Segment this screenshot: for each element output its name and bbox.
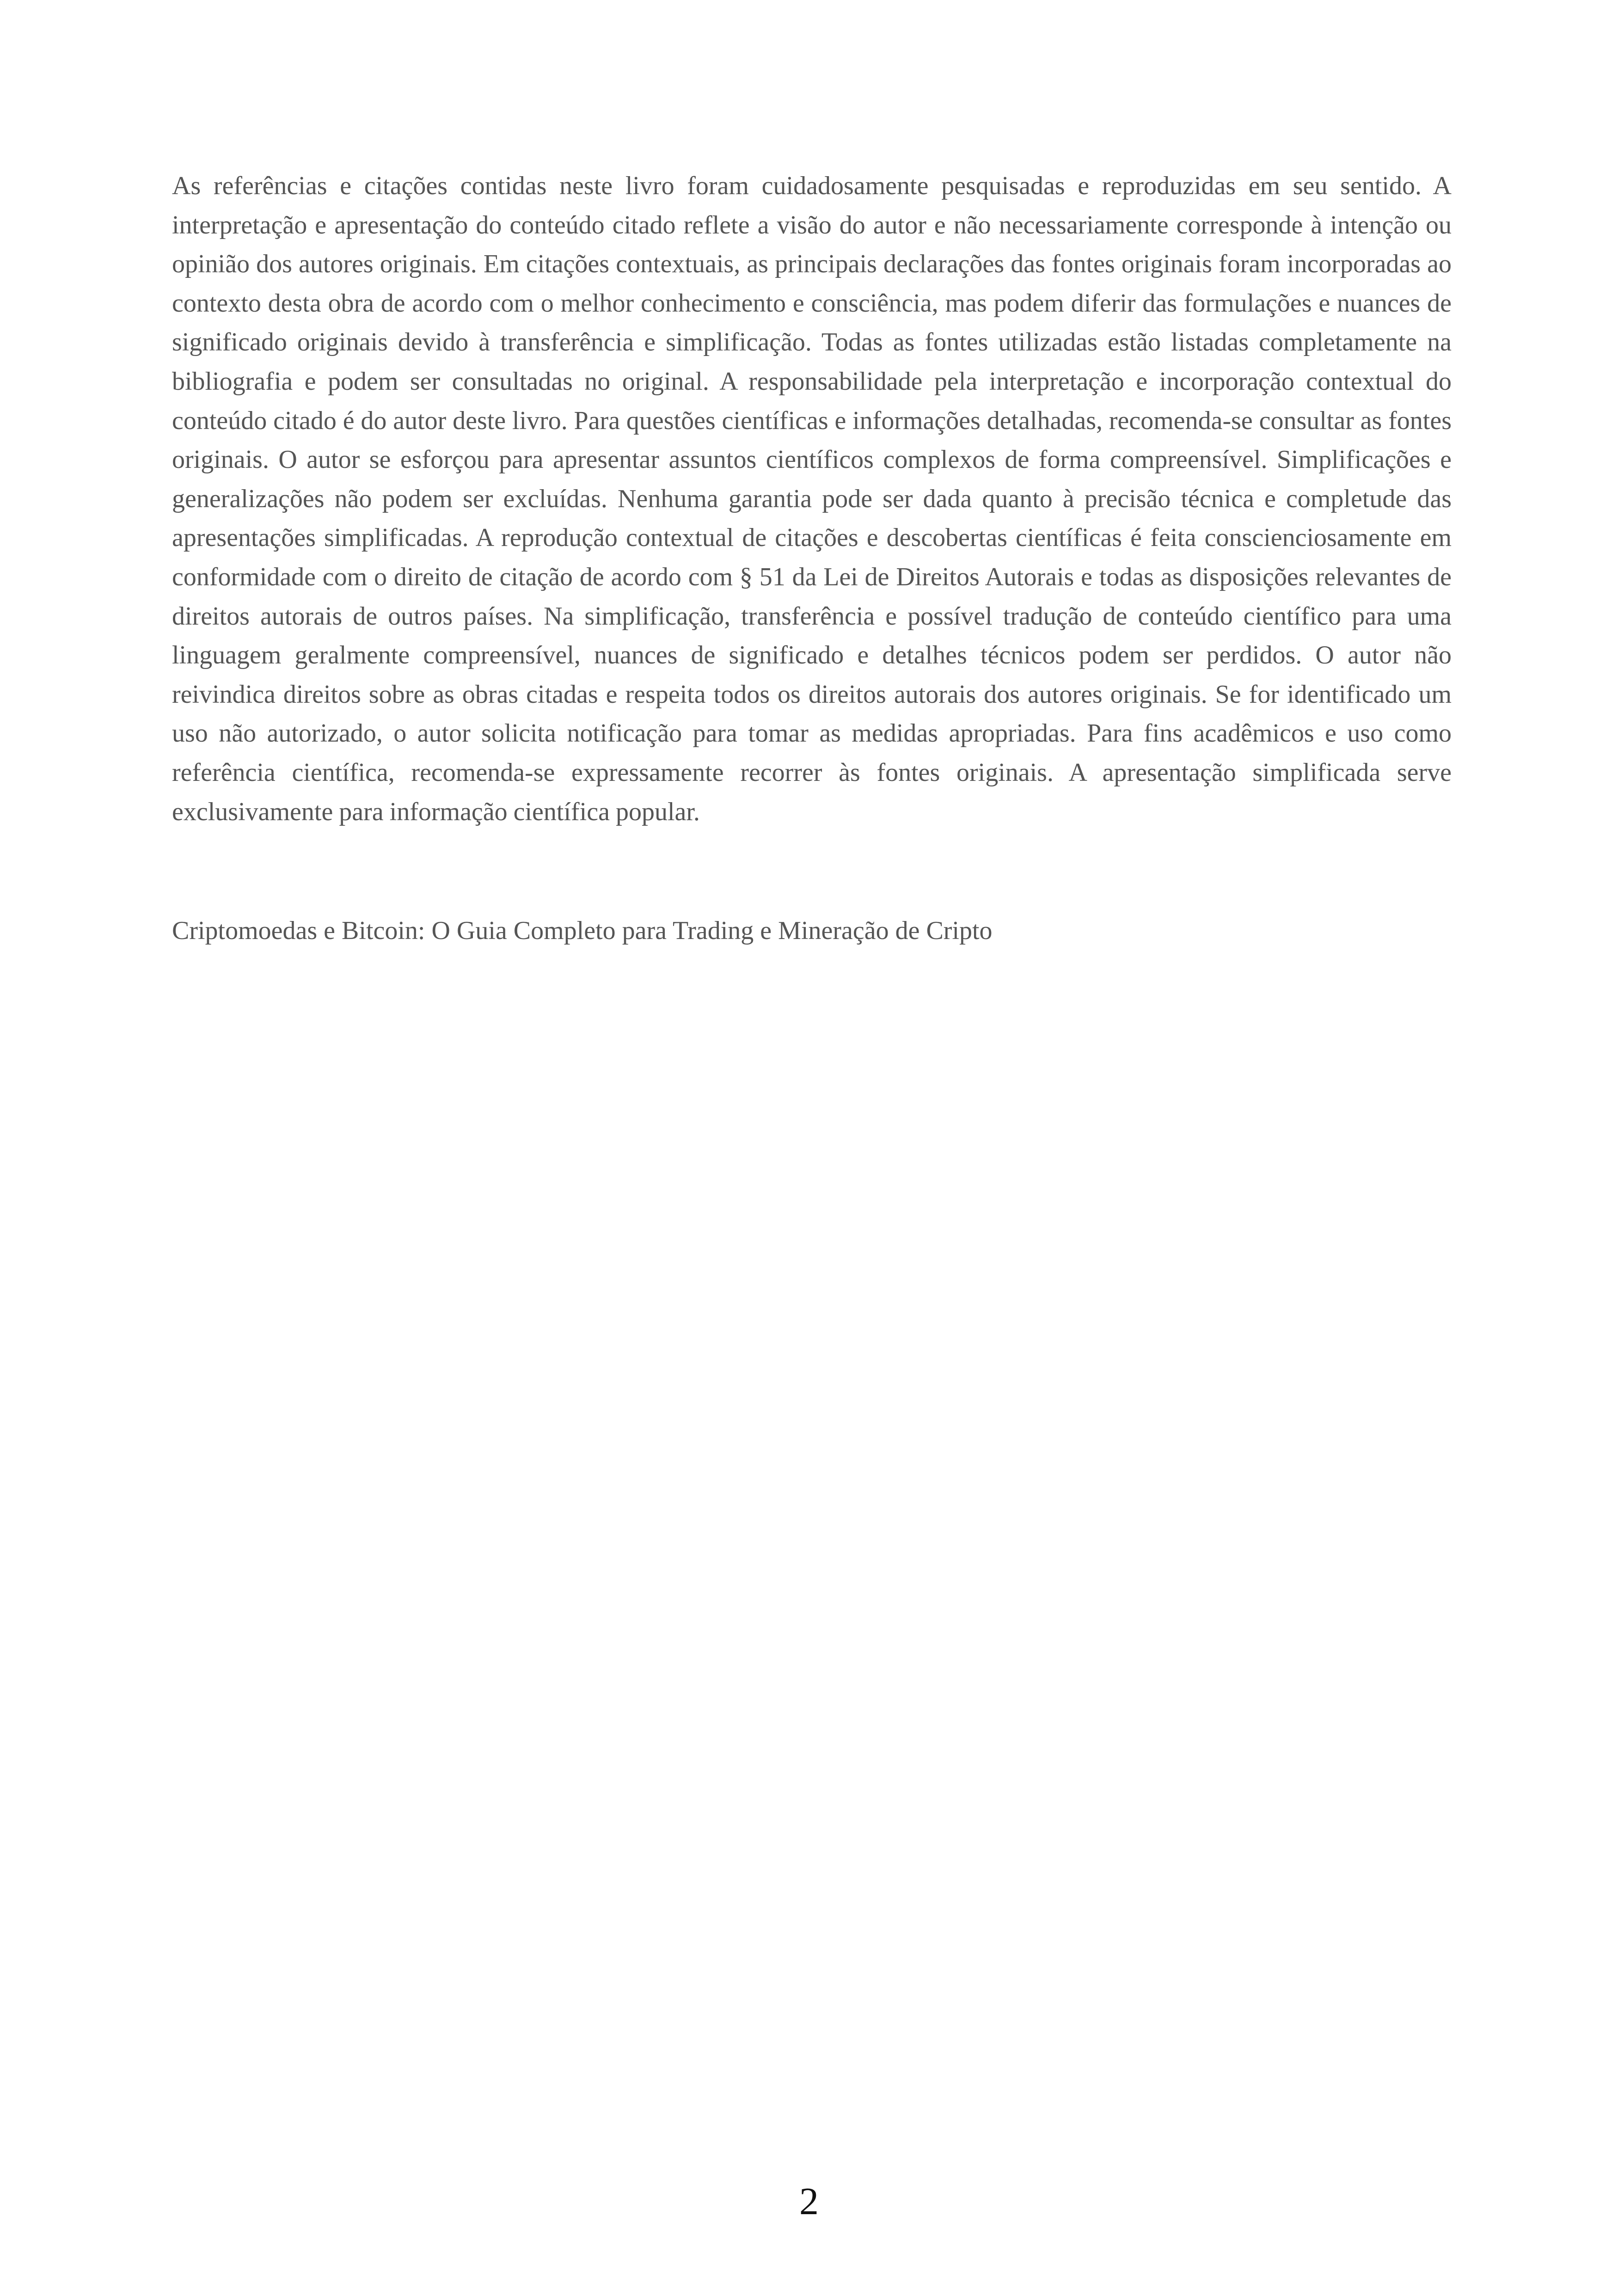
page-number: 2 [799,2180,819,2223]
book-title-line: Criptomoedas e Bitcoin: O Guia Completo para Trading e Mineração de Cripto [172,916,993,945]
disclaimer-paragraph: As referências e citações contidas neste livro foram cuidadosamente pesquisadas e reproduzidas em seu sentido. A interpretação e apresentação do conteúdo citado reflete a visão do autor e não necessariamente corresponde à intenção ou opinião dos autores originais. Em citações contextuais, as principais declarações das fontes originais foram incorporadas ao contexto desta obra de acordo com o melhor conhecimento e consciência, mas podem diferir das formulações e nuances de significado originais devido à transferência e simplificação. Todas as fontes utilizadas estão listadas completamente na bibliografia e podem ser consultadas no original. A responsabilidade pela interpretação e incorporação contextual do conteúdo citado é do autor deste livro. Para questões científicas e informações detalhadas, recomenda-se consultar as fontes originais. O autor se esforçou para apresentar assuntos científicos complexos de forma compreensível. Simplificações e generalizações não podem ser excluídas. Nenhuma garantia pode ser dada quanto à precisão técnica e completude das apresentações simplificadas. A reprodução contextual de citações e descobertas científicas é feita conscienciosamente em conformidade com o direito de citação de acordo com § 51 da Lei de Direitos Autorais e todas as disposições relevantes de direitos autorais de outros países. Na simplificação, transferência e possível tradução de conteúdo científico para uma linguagem geralmente compreensível, nuances de significado e detalhes técnicos podem ser perdidos. O autor não reivindica direitos sobre as obras citadas e respeita todos os direitos autorais dos autores originais. Se for identificado um uso não autorizado, o autor solicita notificação para tomar as medidas apropriadas. Para fins acadêmicos e uso como referência científica, recomenda-se expressamente recorrer às fontes originais. A apresentação simplificada serve exclusivamente para informação científica popular. [172,172,1452,826]
